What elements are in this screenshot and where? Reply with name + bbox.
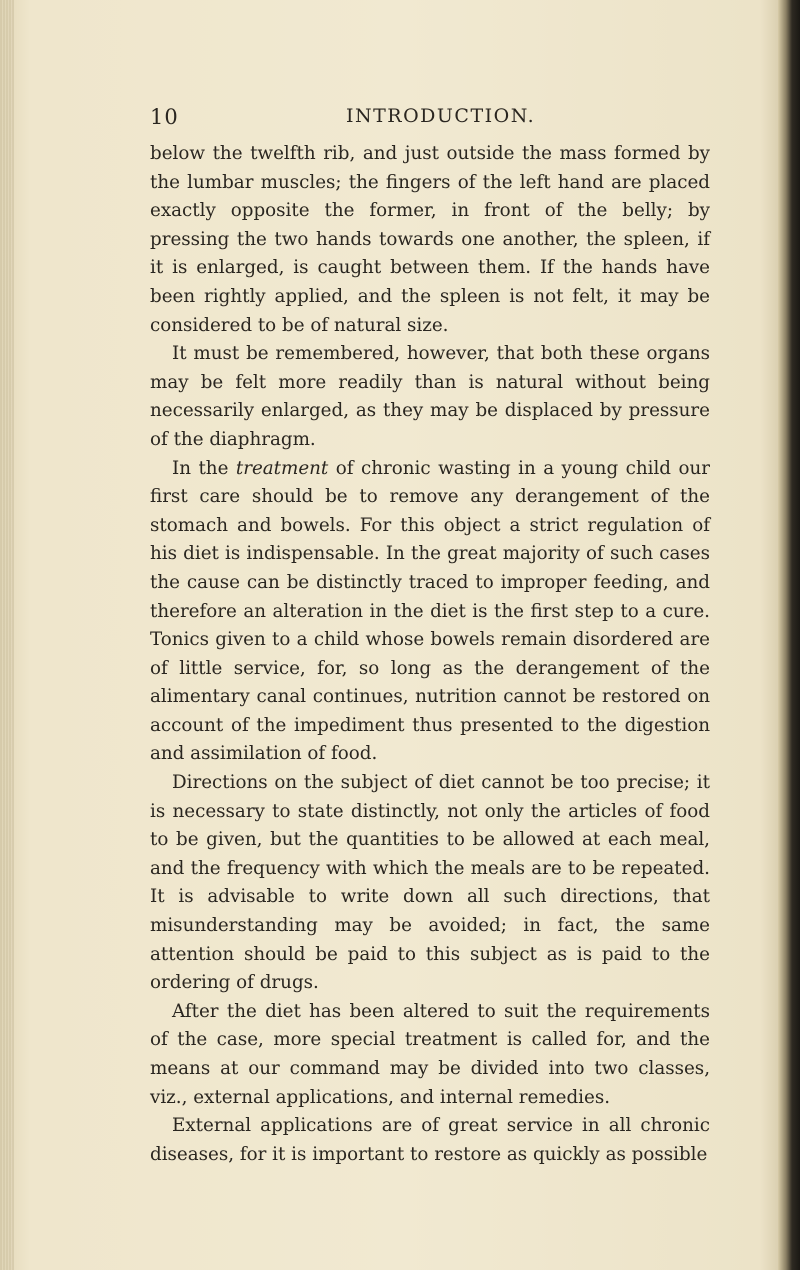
treatment-emphasis: treatment [235,457,329,479]
treatment-body: of chronic wasting in a young child our first care should be to remove any derangement of the stomach and bowels. For this object a strict regulation of his diet is indispensable. In the great majority of such cases the cause can be distinctly traced to improper feeding, and therefore an alteration in the diet is the first step to a cure. Tonics given to a child whose bowels remain disordered are of little service, for, so long as the derangement of the alimentary canal continues, nutrition cannot be restored on account of the impediment thus presented to the digestion and assimilation of food. [150,457,710,765]
paragraph-external-applications: External applications are of great service in all chronic diseases, for it is important to restore as quickly as possible [150,1115,710,1165]
running-head: INTRODUCTION. [346,105,536,127]
paragraph-organs-displaced: It must be remembered, however, that both these organs may be felt more readily than is natural without being necessarily enlarged, as they may be displaced by pressure of the diaphragm. [150,343,710,450]
page-number: 10 [150,105,179,129]
page-gutter-edge [0,0,14,1270]
page-binding-shadow [778,0,800,1270]
paragraph-diet-directions: Directions on the subject of diet cannot be too precise; it is necessary to state distinctly, not only the articles of food to be given, but the quantities to be allowed at each meal, and the frequency with which the meals are to be repeated. It is advisable to write down all such directions, that misunderstanding may be avoided; in fact, the same attention should be paid to this subject as is paid to the ordering of drugs. [150,772,710,994]
page-header [150,105,710,129]
treatment-intro: In the [172,457,236,479]
paragraph-special-treatment: After the diet has been altered to suit the requirements of the case, more special treatment is called for, and the means at our command may be divided into two classes, viz., external applications, and internal remedies. [150,1000,710,1108]
body-text [150,140,710,1169]
paragraph-treatment [150,455,710,770]
paragraph-spleen-examination: below the twelfth rib, and just outside the mass formed by the lumbar muscles; the fingers of the left hand are placed exactly opposite the former, in front of the belly; by pressing the two hands towards one another, the spleen, if it is enlarged, is caught between them. If the hands have been rightly applied, and the spleen is not felt, it may be considered to be of natural size. [150,143,710,336]
